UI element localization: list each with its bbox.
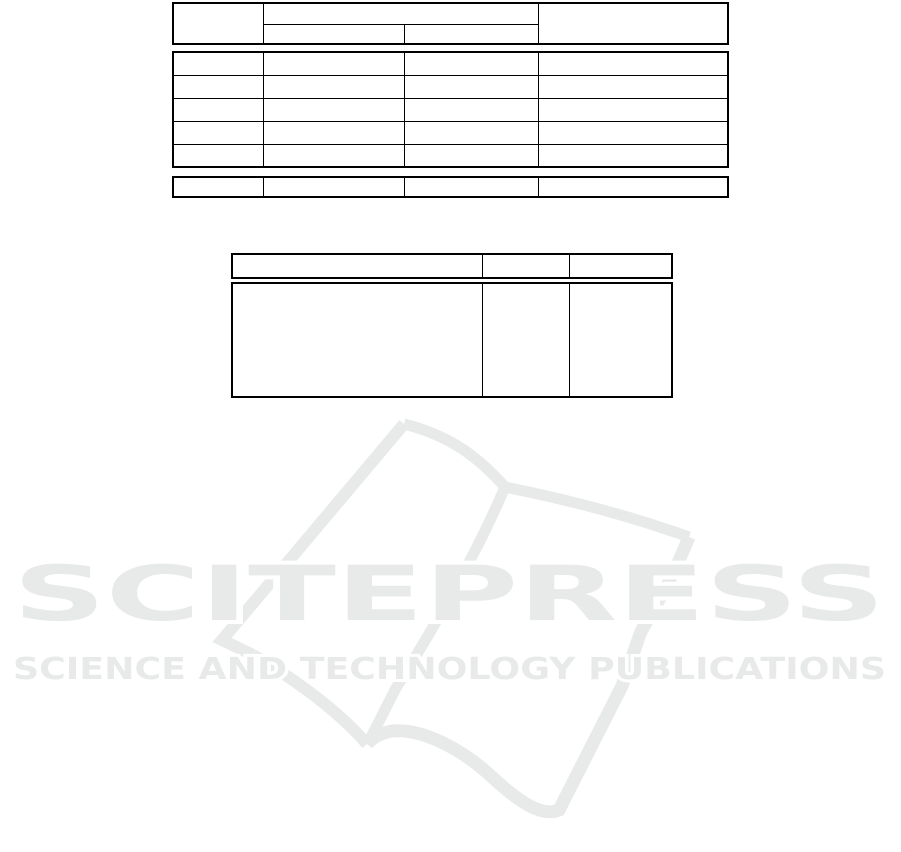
table-2-body <box>231 282 673 398</box>
watermark-title: SCITEPRESS <box>13 549 885 638</box>
cell <box>404 75 538 98</box>
cell <box>173 75 263 98</box>
table-row <box>173 75 728 98</box>
cell <box>173 121 263 144</box>
table-row <box>173 177 728 197</box>
table-1-body <box>172 51 729 168</box>
cell <box>173 52 263 75</box>
table-row <box>173 121 728 144</box>
table-row <box>232 283 672 397</box>
cell <box>538 177 728 197</box>
cell <box>538 98 728 121</box>
cell <box>482 254 569 278</box>
cell <box>404 98 538 121</box>
table-row <box>173 144 728 167</box>
cell <box>173 177 263 197</box>
cell <box>538 52 728 75</box>
table-row <box>173 52 728 75</box>
table-row <box>232 254 672 278</box>
cell <box>404 144 538 167</box>
cell <box>263 144 404 167</box>
table-1-subheader-right-cell <box>404 24 538 44</box>
cell <box>538 144 728 167</box>
cell <box>263 52 404 75</box>
cell <box>263 98 404 121</box>
table-1-subheader-left-cell <box>263 24 404 44</box>
table-1-header <box>172 2 729 45</box>
cell <box>263 177 404 197</box>
cell <box>232 254 482 278</box>
cell <box>569 283 672 397</box>
cell <box>232 283 482 397</box>
cell <box>263 121 404 144</box>
cell <box>404 121 538 144</box>
cell <box>173 144 263 167</box>
watermark-subtitle: SCIENCE AND TECHNOLOGY PUBLICATIONS <box>13 652 886 687</box>
table-2-header <box>231 253 673 279</box>
cell <box>569 254 672 278</box>
cell <box>263 75 404 98</box>
table-1-header-last-cell <box>538 3 728 44</box>
cell <box>482 283 569 397</box>
cell <box>404 52 538 75</box>
table-1-footer <box>172 176 729 198</box>
cell <box>173 98 263 121</box>
table-row <box>173 98 728 121</box>
cell <box>538 121 728 144</box>
table-1-header-group-cell <box>263 3 538 24</box>
cell <box>404 177 538 197</box>
table-1-header-corner-cell <box>173 3 263 44</box>
cell <box>538 75 728 98</box>
book-top-edges <box>404 424 689 537</box>
